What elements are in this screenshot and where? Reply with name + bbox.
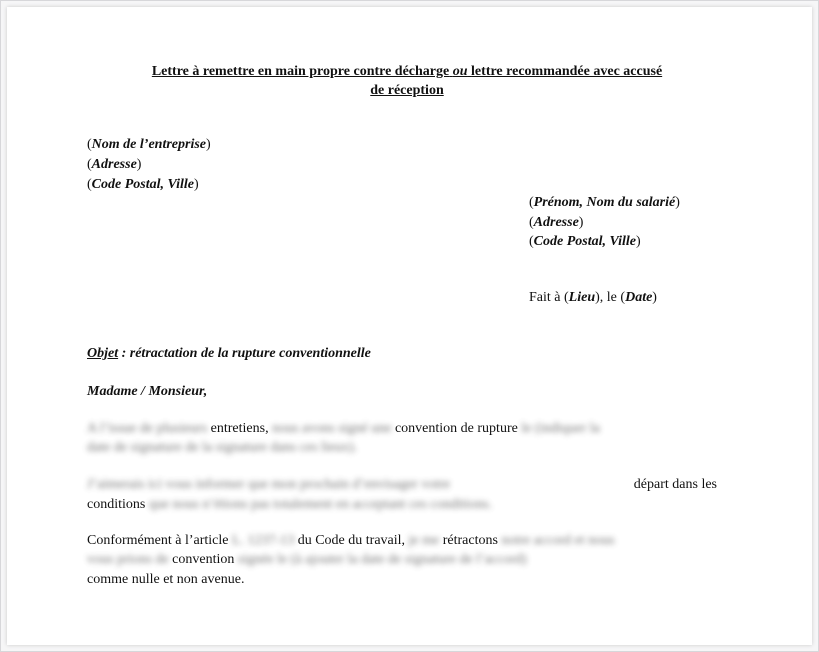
para3-text-e: comme nulle et non avenue.	[87, 572, 245, 587]
paragraph-2-line-2	[87, 495, 492, 515]
title-line-2: de réception	[370, 83, 444, 98]
redacted-text: notre accord et nous	[501, 533, 615, 548]
para1-text-b: convention de rupture	[394, 421, 518, 436]
object-text: : rétractation de la rupture conventionnelle	[118, 346, 371, 361]
recipient-address-text: Adresse	[533, 215, 579, 230]
redacted-text: le (indiquer la	[521, 421, 600, 436]
redacted-text: nous avons signé une	[272, 421, 392, 436]
document-title	[77, 62, 737, 100]
redacted-text: que nous n’étions pas totalement en acceptant ces conditions.	[148, 497, 493, 512]
date-middle: , le	[599, 290, 621, 305]
sender-postal-text: Code Postal, Ville	[91, 177, 194, 192]
sender-address-text: Adresse	[91, 157, 137, 172]
recipient-name: (Prénom, Nom du salarié)	[529, 195, 680, 210]
paragraph-2-line-1	[87, 475, 717, 495]
title-part-a: Lettre à remettre en main propre contre décharge	[151, 64, 450, 79]
recipient-postal: (Code Postal, Ville)	[529, 234, 641, 249]
para2-text-a: départ dans les	[633, 477, 717, 492]
sender-name: (Nom de l’entreprise)	[87, 137, 211, 152]
para3-text-c: rétractons	[442, 533, 498, 548]
date-line: Fait à (Lieu), le (Date)	[529, 290, 657, 305]
paragraph-1-line-1	[87, 419, 717, 439]
redacted-text: L. 1237-13	[232, 533, 295, 548]
date-prefix: Fait à	[529, 290, 564, 305]
para3-text-d: convention	[172, 552, 235, 567]
object-label: Objet	[87, 346, 119, 361]
redacted-text: date de signature de la signature dans ces lieux).	[87, 440, 358, 455]
redacted-text: A l’issue de plusieurs	[87, 421, 208, 436]
salutation-text: Madame / Monsieur,	[87, 384, 208, 399]
para3-text-b: du Code du travail,	[297, 533, 406, 548]
recipient-address: (Adresse)	[529, 215, 584, 230]
paragraph-3-line-1	[87, 531, 615, 551]
date-place: Lieu	[568, 290, 596, 305]
title-or: ou	[452, 64, 468, 79]
redacted-text: je me	[408, 533, 440, 548]
document-page	[7, 7, 812, 645]
sender-postal: (Code Postal, Ville)	[87, 177, 199, 192]
sender-name-text: Nom de l’entreprise	[91, 137, 206, 152]
redacted-text: vous prions de	[87, 552, 169, 567]
redacted-text: J’aimerais ici vous informer que mon prochain d’envisager votre	[87, 477, 451, 492]
redacted-text: signée le (à ajouter la date de signature de l’accord)	[237, 552, 527, 567]
paragraph-1-line-2	[87, 438, 357, 458]
paragraph-3-line-2	[87, 550, 527, 570]
para1-text-a: entretiens,	[210, 421, 269, 436]
salutation	[87, 382, 207, 402]
title-line-1	[77, 62, 737, 81]
sender-address: (Adresse)	[87, 157, 142, 172]
date-value: Date	[625, 290, 653, 305]
para2-text-b: conditions	[87, 497, 146, 512]
paragraph-3-line-3	[87, 570, 244, 590]
object-line	[87, 344, 371, 364]
title-part-b: lettre recommandée avec accusé	[471, 64, 663, 79]
para3-text-a: Conformément à l’article	[87, 533, 229, 548]
recipient-postal-text: Code Postal, Ville	[533, 234, 636, 249]
recipient-name-text: Prénom, Nom du salarié	[533, 195, 676, 210]
